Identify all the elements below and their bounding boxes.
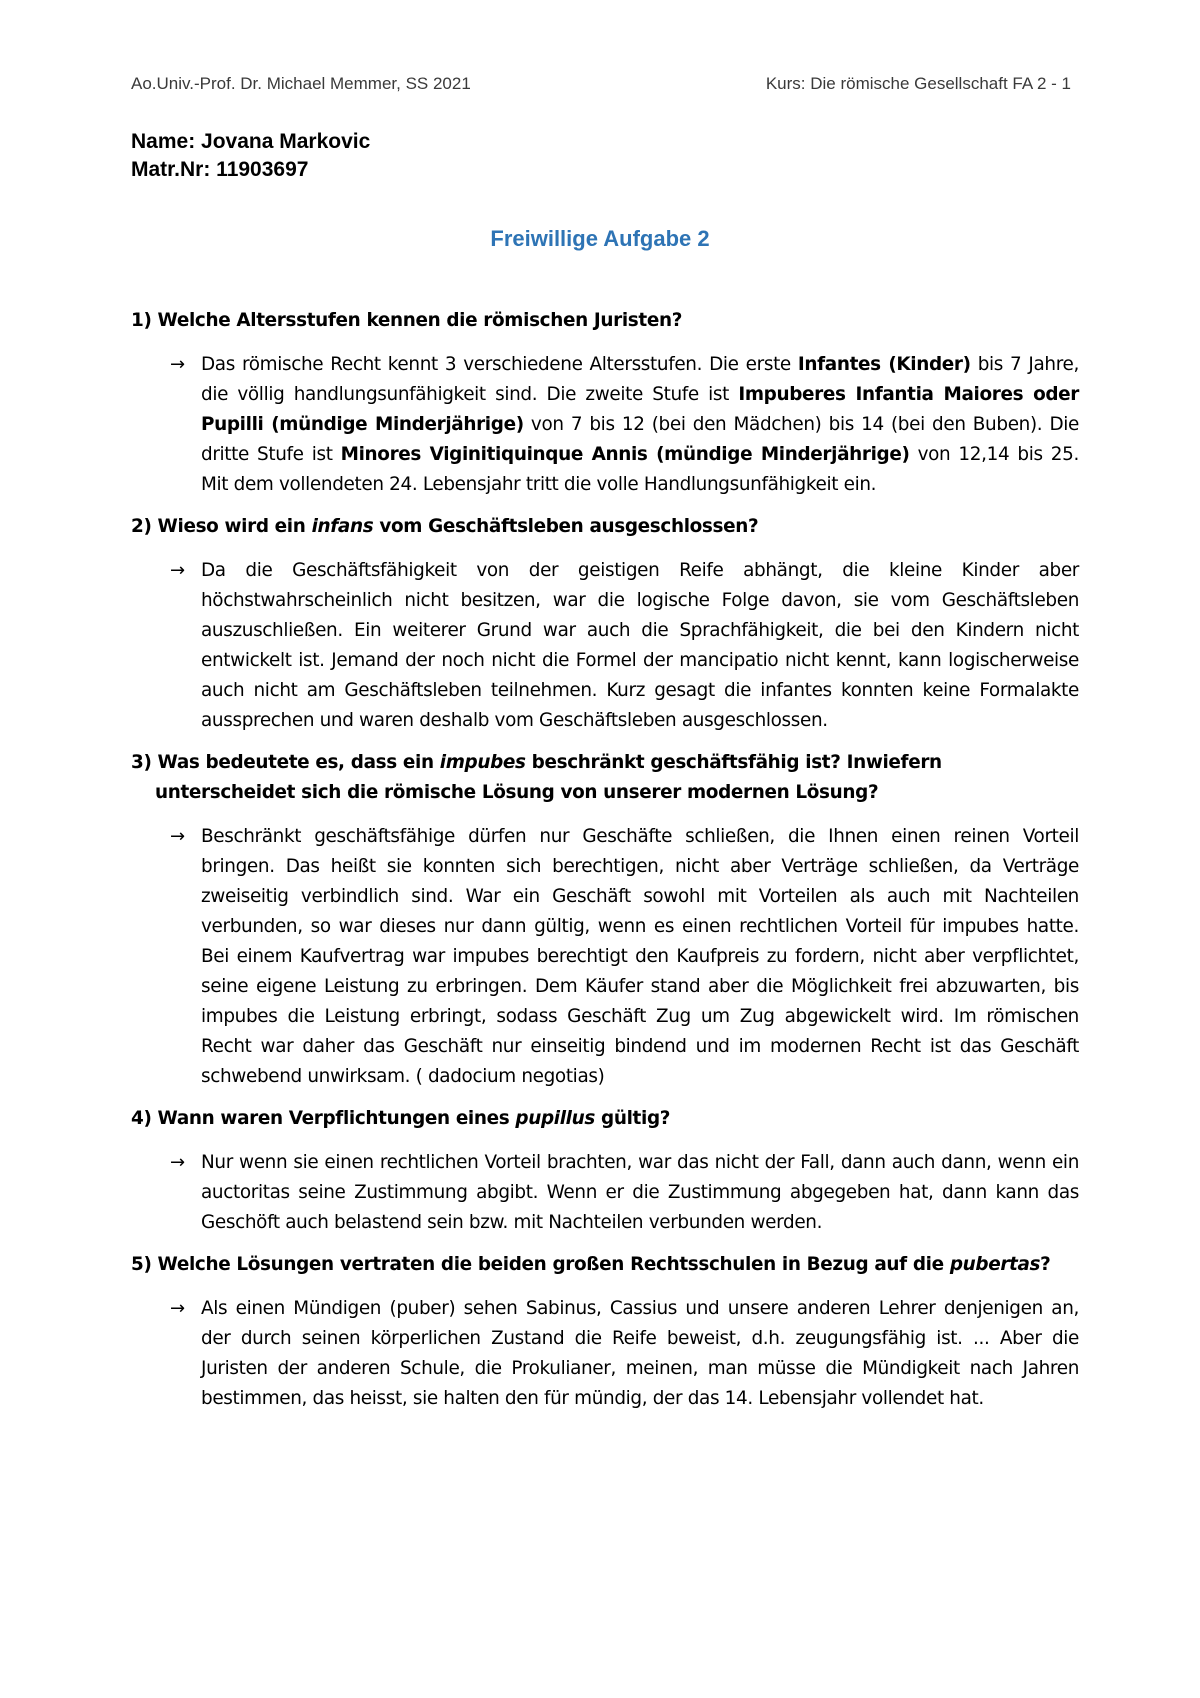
answer-4: [131, 1148, 1079, 1238]
answer-2-text: Da die Geschäftsfähigkeit von der geistigen Reife abhängt, die kleine Kinder aber höchstwahrscheinlich nicht besitzen, war die logische Folge davon, sie vom Geschäftsleben auszuschließen. Ein weiterer Grund war auch die Sprachfähigkeit, die bei den Kindern nicht entwickelt ist. Jemand der noch nicht die Formel der mancipatio nicht kennt, kann logischerweise auch nicht am Geschäftsleben teilnehmen. Kurz gesagt die infantes konnten keine Formalakte aussprechen und waren deshalb vom Geschäftsleben ausgeschlossen.: [201, 560, 1079, 731]
document-body: [131, 306, 1079, 1426]
student-matr-nr: Matr.Nr: 11903697: [131, 158, 309, 181]
answer-1-term-impuberes: Impuberes Infantia Maiores oder Pupilli (mündige Minderjährige): [201, 384, 1080, 435]
question-3-text: beschränkt geschäftsfähig ist? Inwiefern unterscheidet sich die römische Lösung von unserer modernen Lösung?: [155, 752, 942, 803]
answer-3-text: Beschränkt geschäftsfähige dürfen nur Geschäfte schließen, die Ihnen einen reinen Vorteil bringen. Das heißt sie konnten sich berechtigen, nicht aber Verträge schließen, da Verträge zweiseitig verbindlich sind. War ein Geschäft sowohl mit Vorteilen als auch mit Nachteilen verbunden, so war dieses nur dann gültig, wenn es einen rechtlichen Vorteil für impubes hatte. Bei einem Kaufvertrag war impubes berechtigt den Kaufpreis zu fordern, nicht aber verpflichtet, seine eigene Leistung zu erbringen. Dem Käufer stand aber die Möglichkeit frei abzuwarten, bis impubes die Leistung erbringt, sodass Geschäft Zug um Zug abgewickelt wird. Im römischen Recht war daher das Geschäft nur einseitig bindend und im modernen Recht ist das Geschäft schwebend unwirksam. ( dadocium negotias): [201, 826, 1079, 1087]
question-4: [131, 1104, 1079, 1134]
answer-4-text: Nur wenn sie einen rechtlichen Vorteil brachten, war das nicht der Fall, dann auch dann, wenn ein auctoritas seine Zustimmung abgibt. Wenn er die Zustimmung abgegeben hat, dann kann das Geschöft auch belastend sein bzw. mit Nachteilen verbunden werden.: [201, 1152, 1079, 1233]
arrow-right-icon: →: [170, 560, 185, 581]
student-info: [131, 128, 370, 184]
answer-1-text: von 7 bis 12 (bei den Mädchen) bis 14 (bei den Buben). Die dritte Stufe ist: [201, 414, 1079, 465]
header-course-title: Kurs: Die römische Gesellschaft FA 2 - 1: [765, 74, 1071, 93]
header-course-instructor: Ao.Univ.-Prof. Dr. Michael Memmer, SS 2021: [131, 74, 471, 93]
question-5-text: ?: [1040, 1254, 1051, 1275]
question-2-term: infans: [311, 516, 374, 537]
page-title: Freiwillige Aufgabe 2: [490, 226, 710, 251]
answer-1-text: bis 7 Jahre, die völlig handlungsunfähigkeit sind. Die zweite Stufe ist: [201, 354, 1079, 405]
question-3-text: 3) Was bedeutete es, dass ein: [131, 752, 440, 773]
arrow-right-icon: →: [170, 1152, 185, 1173]
question-2: [131, 512, 1079, 542]
answer-5: [131, 1294, 1079, 1414]
question-2-text: vom Geschäftsleben ausgeschlossen?: [373, 516, 759, 537]
question-3: [131, 748, 1079, 808]
question-5: [131, 1250, 1079, 1280]
question-4-text: 4) Wann waren Verpflichtungen eines: [131, 1108, 516, 1129]
student-name: Name: Jovana Markovic: [131, 130, 371, 153]
question-3-term: impubes: [439, 752, 526, 773]
question-4-term: pupillus: [515, 1108, 595, 1129]
arrow-right-icon: →: [170, 1298, 185, 1319]
arrow-right-icon: →: [170, 826, 185, 847]
answer-3: [131, 822, 1079, 1092]
question-5-term: pubertas: [949, 1254, 1041, 1275]
question-1: 1) Welche Altersstufen kennen die römischen Juristen?: [131, 310, 683, 331]
answer-1-term-minores: Minores Viginitiquinque Annis (mündige Minderjährige): [340, 444, 910, 465]
answer-1-text: von 12,14 bis 25. Mit dem vollendeten 24. Lebensjahr tritt die volle Handlungsunfähigkeit ein.: [201, 444, 1079, 495]
answer-1: [131, 350, 1079, 500]
answer-5-text: Als einen Mündigen (puber) sehen Sabinus, Cassius und unsere anderen Lehrer denjenigen an, der durch seinen körperlichen Zustand die Reife beweist, d.h. zeugungsfähig ist. ... Aber die Juristen der anderen Schule, die Prokulianer, meinen, man müsse die Mündigkeit nach Jahren bestimmen, das heisst, sie halten den für mündig, der das 14. Lebensjahr vollendet hat.: [201, 1298, 1079, 1409]
answer-1-text: Das römische Recht kennt 3 verschiedene Altersstufen. Die erste: [201, 354, 798, 375]
answer-1-term-infantes: Infantes (Kinder): [797, 354, 971, 375]
arrow-right-icon: →: [170, 354, 185, 375]
question-5-text: 5) Welche Lösungen vertraten die beiden großen Rechtsschulen in Bezug auf die: [131, 1254, 950, 1275]
question-2-text: 2) Wieso wird ein: [131, 516, 312, 537]
question-4-text: gültig?: [594, 1108, 671, 1129]
answer-2: [131, 556, 1079, 736]
